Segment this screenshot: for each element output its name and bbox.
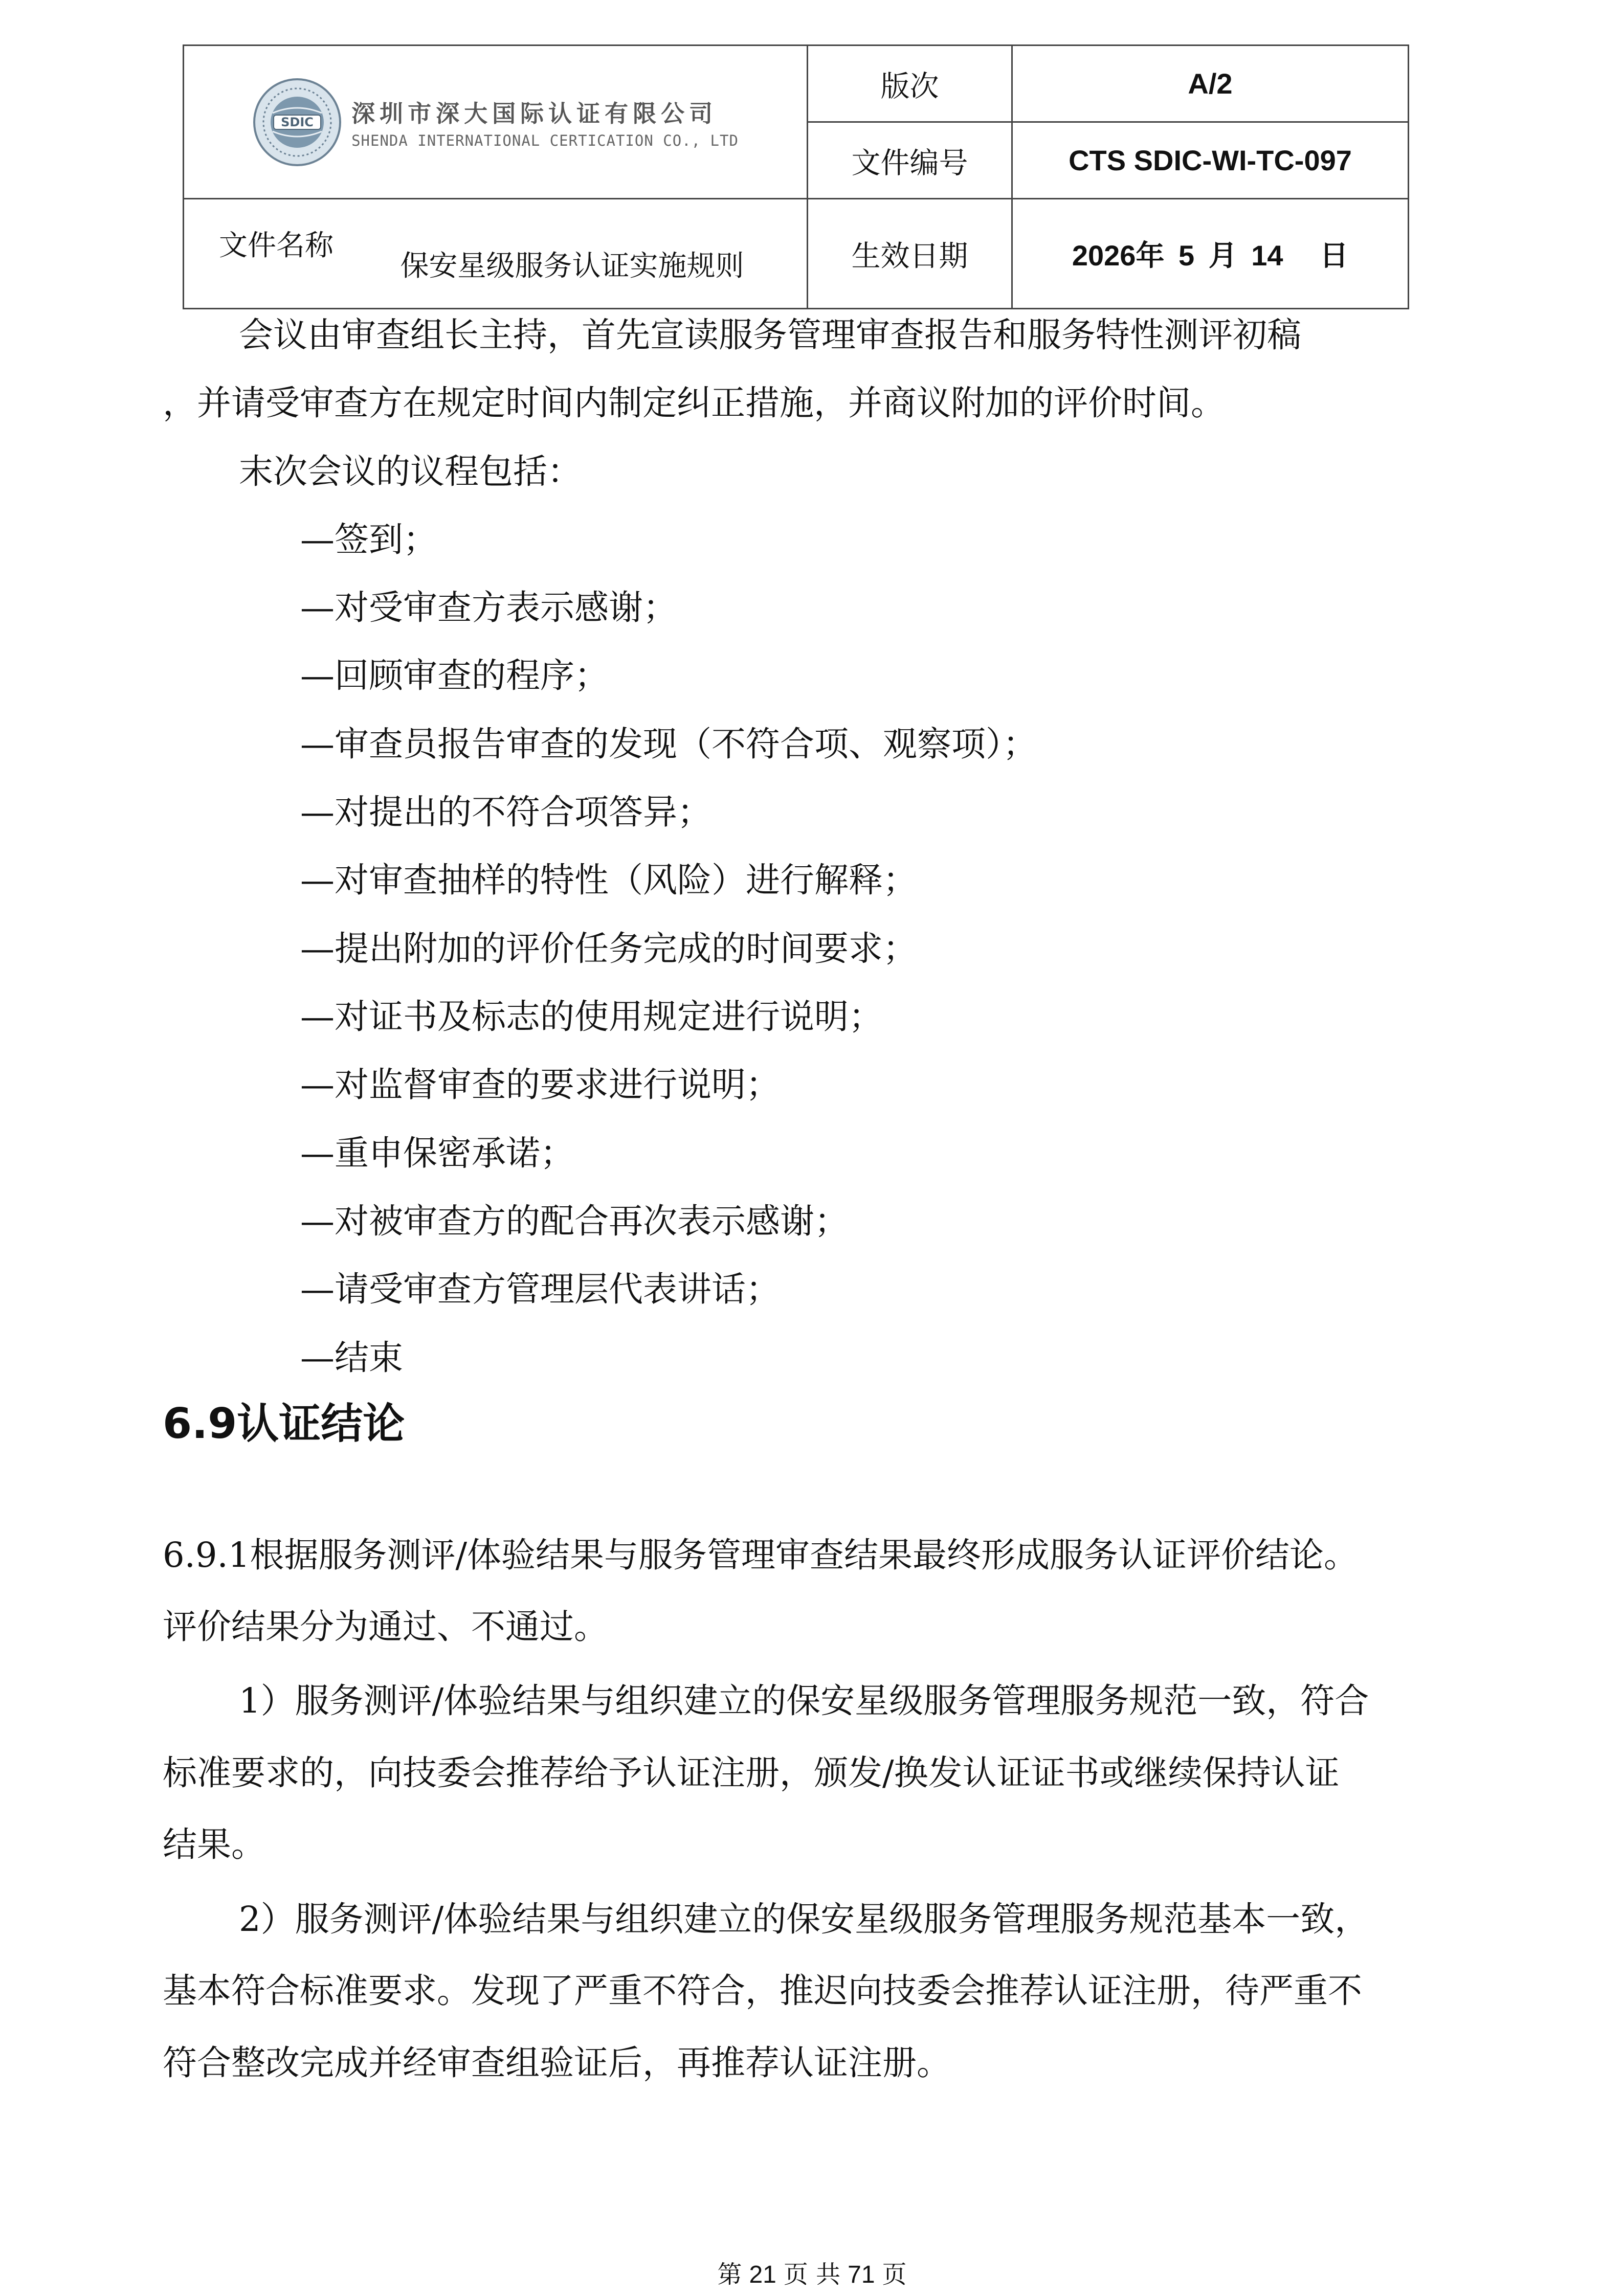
para-2-line-3: 符合整改完成并经审查组验证后，再推荐认证注册。 — [163, 2043, 951, 2083]
version-label: 版次 — [808, 46, 1012, 122]
page-footer — [0, 2260, 1624, 2289]
para-2-line-2: 基本符合标准要求。发现了严重不符合，推迟向技委会推荐认证注册，待严重不 — [163, 1971, 1362, 2011]
footer-suffix: 页 — [882, 2260, 907, 2289]
section-heading: 6.9认证结论 — [163, 1400, 405, 1448]
logo-text: SDIC — [281, 115, 314, 129]
company-logo — [184, 46, 807, 198]
agenda-item: —重申保密承诺； — [300, 1133, 574, 1173]
agenda-intro: 末次会议的议程包括： — [239, 452, 582, 491]
company-logo-cell — [184, 46, 808, 199]
doc-name-value: 保安星级服务认证实施规则 — [400, 250, 744, 283]
effective-day-unit: 日 — [1320, 239, 1349, 272]
company-name-cn: 深圳市深大国际认证有限公司 — [351, 99, 718, 127]
agenda-item: —请受审查方管理层代表讲话； — [300, 1269, 780, 1309]
agenda-item: —对监督审查的要求进行说明； — [300, 1065, 780, 1105]
current-page-number: 21 — [749, 2261, 776, 2288]
effective-date-label: 生效日期 — [808, 199, 1012, 309]
agenda-item: —结束 — [300, 1338, 403, 1378]
agenda-item: —对被审查方的配合再次表示感谢； — [300, 1201, 849, 1241]
doc-name-cell — [184, 199, 808, 309]
version-value: A/2 — [1012, 46, 1409, 122]
intro-line-1: 会议由审查组长主持，首先宣读服务管理审查报告和服务特性测评初稿 — [239, 315, 1301, 355]
agenda-item: —提出附加的评价任务完成的时间要求； — [300, 929, 917, 969]
para-6-9-1-line-1: 6.9.1根据服务测评/体验结果与服务管理审查结果最终形成服务认证评价结论。 — [163, 1535, 1359, 1575]
effective-date-value — [1012, 199, 1409, 309]
doc-number-label: 文件编号 — [808, 122, 1012, 199]
footer-mid: 页 共 — [783, 2260, 841, 2289]
para-1-line-2: 标准要求的，向技委会推荐给予认证注册，颁发/换发认证证书或继续保持认证 — [163, 1753, 1340, 1793]
intro-line-2: ，并请受审查方在规定时间内制定纠正措施，并商议附加的评价时间。 — [163, 383, 1225, 423]
agenda-item: —签到； — [300, 520, 437, 559]
para-1-line-1: 1）服务测评/体验结果与组织建立的保安星级服务管理服务规范一致，符合 — [239, 1681, 1369, 1721]
doc-number-value: CTS SDIC-WI-TC-097 — [1012, 122, 1409, 199]
sdic-seal-icon — [252, 77, 342, 167]
agenda-item: —对提出的不符合项答异； — [300, 792, 711, 832]
para-1-line-3: 结果。 — [163, 1825, 265, 1864]
agenda-item: —审查员报告审查的发现（不符合项、观察项）； — [300, 724, 1037, 764]
company-name-en: SHENDA INTERNATIONAL CERTICATION CO., LTD — [351, 131, 739, 149]
effective-year: 2026年 — [1072, 239, 1165, 272]
agenda-item: —回顾审查的程序； — [300, 656, 609, 695]
effective-month: 5 — [1178, 239, 1195, 272]
footer-prefix: 第 — [717, 2260, 742, 2289]
doc-name-label: 文件名称 — [219, 229, 333, 262]
effective-day: 14 — [1251, 239, 1283, 272]
agenda-item: —对审查抽样的特性（风险）进行解释； — [300, 860, 917, 900]
effective-month-unit: 月 — [1208, 239, 1237, 272]
document-header-table — [183, 44, 1409, 309]
total-page-count: 71 — [848, 2261, 875, 2288]
agenda-item: —对证书及标志的使用规定进行说明； — [300, 997, 883, 1037]
para-2-line-1: 2）服务测评/体验结果与组织建立的保安星级服务管理服务规范基本一致， — [239, 1899, 1369, 1939]
para-6-9-1-line-2: 评价结果分为通过、不通过。 — [163, 1607, 608, 1647]
agenda-item: —对受审查方表示感谢； — [300, 588, 677, 627]
